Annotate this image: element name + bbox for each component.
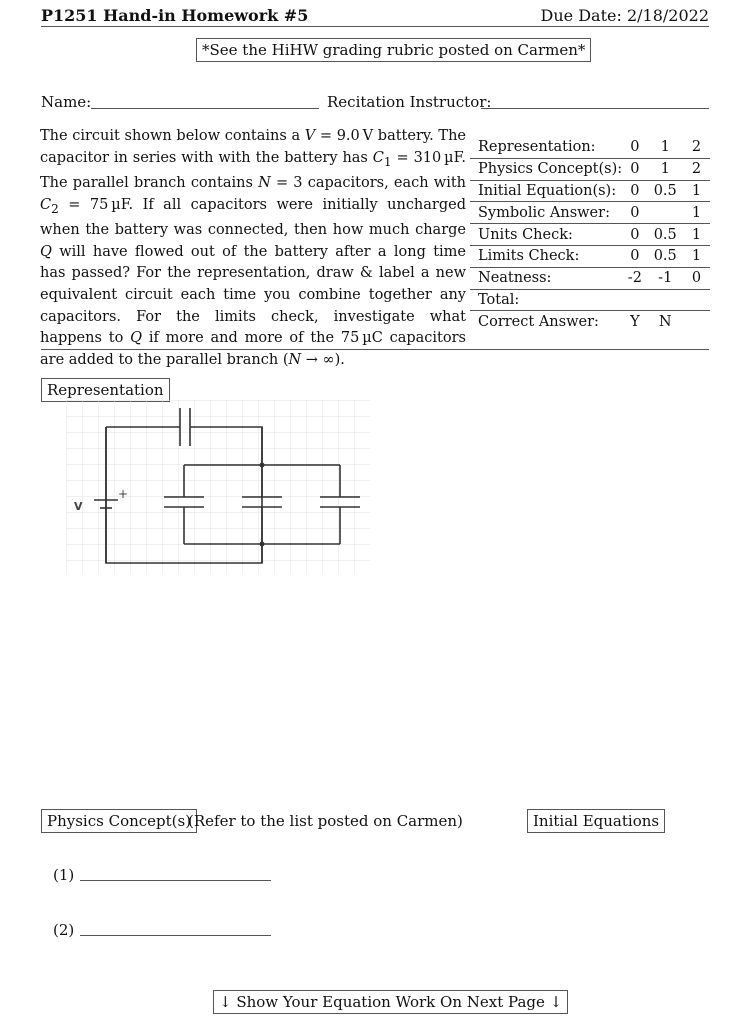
junction-bottom <box>260 542 265 547</box>
rubric-row <box>470 267 710 289</box>
name-field[interactable] <box>91 108 319 109</box>
rubric-row <box>470 289 710 311</box>
rubric-row <box>470 202 710 224</box>
section-rule <box>41 349 709 350</box>
rubric-row <box>470 158 710 180</box>
rubric-score[interactable]: -2 <box>622 267 647 289</box>
rubric-score[interactable]: N <box>658 313 672 330</box>
rubric-row <box>470 180 710 202</box>
rubric-label: Physics Concept(s): <box>470 158 622 180</box>
rubric-score[interactable]: 0 <box>622 224 647 246</box>
rubric-score[interactable]: 0 <box>622 202 647 224</box>
problem-statement <box>40 126 466 371</box>
rubric-score[interactable]: 0 <box>683 267 710 289</box>
rubric-score[interactable]: 2 <box>683 137 710 158</box>
rubric-score[interactable] <box>622 289 647 311</box>
concept-item-1-number: (1) <box>53 866 75 884</box>
rubric-note: *See the HiHW grading rubric posted on Carmen* <box>196 38 591 62</box>
rubric-score[interactable]: 0.5 <box>648 224 683 246</box>
plus-sign: + <box>118 487 129 501</box>
rubric-score[interactable]: 1 <box>683 224 710 246</box>
battery-label: V <box>74 500 83 513</box>
junction-top <box>260 463 265 468</box>
homework-title: P1251 Hand-in Homework #5 <box>41 6 309 25</box>
rubric-label: Representation: <box>470 137 622 158</box>
rubric-score[interactable]: 0 <box>622 180 647 202</box>
rubric-score[interactable]: 0.5 <box>648 245 683 267</box>
physics-note: (Refer to the list posted on Carmen) <box>188 812 463 830</box>
rubric-score[interactable]: Y <box>630 313 640 330</box>
initial-equations-label: Initial Equations <box>527 809 665 833</box>
recitation-field[interactable] <box>481 108 709 109</box>
concept-item-2-field[interactable] <box>80 935 271 936</box>
rubric-label: Initial Equation(s): <box>470 180 622 202</box>
name-label: Name: <box>41 93 92 111</box>
header-rule <box>41 26 709 27</box>
rubric-label: Symbolic Answer: <box>470 202 622 224</box>
rubric-row <box>470 224 710 246</box>
rubric-score[interactable]: 0 <box>622 245 647 267</box>
rubric-score[interactable] <box>683 311 710 332</box>
rubric-score[interactable]: 2 <box>683 158 710 180</box>
physics-concepts-label: Physics Concept(s) <box>41 809 197 833</box>
rubric-label: Total: <box>470 289 622 311</box>
rubric-score[interactable]: 1 <box>648 158 683 180</box>
rubric-score[interactable]: 1 <box>683 180 710 202</box>
rubric-score[interactable]: -1 <box>648 267 683 289</box>
rubric-score[interactable] <box>648 202 683 224</box>
rubric-score[interactable] <box>683 289 710 311</box>
rubric-row <box>470 245 710 267</box>
rubric-score[interactable]: 1 <box>648 137 683 158</box>
rubric-score[interactable]: 1 <box>683 245 710 267</box>
rubric-score[interactable]: 0 <box>622 137 647 158</box>
rubric-row <box>470 137 710 158</box>
grid-background <box>66 400 370 574</box>
next-page-note: ↓ Show Your Equation Work On Next Page ↓ <box>213 990 568 1014</box>
rubric-label: Neatness: <box>470 267 622 289</box>
due-date: Due Date: 2/18/2022 <box>540 6 709 25</box>
rubric-score[interactable]: 0 <box>622 158 647 180</box>
representation-label: Representation <box>41 378 170 402</box>
rubric-label: Units Check: <box>470 224 622 246</box>
rubric-score[interactable] <box>648 289 683 311</box>
rubric-label: Correct Answer: <box>478 313 599 330</box>
rubric-row <box>470 311 710 332</box>
concept-item-2-number: (2) <box>53 921 75 939</box>
concept-item-1-field[interactable] <box>80 880 271 881</box>
recitation-label: Recitation Instructor: <box>327 93 492 111</box>
circuit-diagram <box>66 400 376 576</box>
rubric-table <box>470 137 710 332</box>
rubric-score[interactable]: 1 <box>683 202 710 224</box>
rubric-label: Limits Check: <box>470 245 622 267</box>
rubric-score[interactable]: 0.5 <box>648 180 683 202</box>
problem-text: The circuit shown below contains a V = 9.0 V battery. The capacitor in series with with the battery has $C_1 = 310$ µF. The parallel branch contains N = 3 capacitors, each with $C_2 = 75$ µF. If all capacitors were initially uncharged when the battery was connected, then how much charge Q will have flowed out of the battery after a long time has passed? For the representation, draw & label a new equivalent circuit each time you combine together any capacitors. For the limits check, investigate what happens to Q if more and more of the 75 µC capacitors are added to the parallel branch (N → ∞). <box>40 128 467 368</box>
